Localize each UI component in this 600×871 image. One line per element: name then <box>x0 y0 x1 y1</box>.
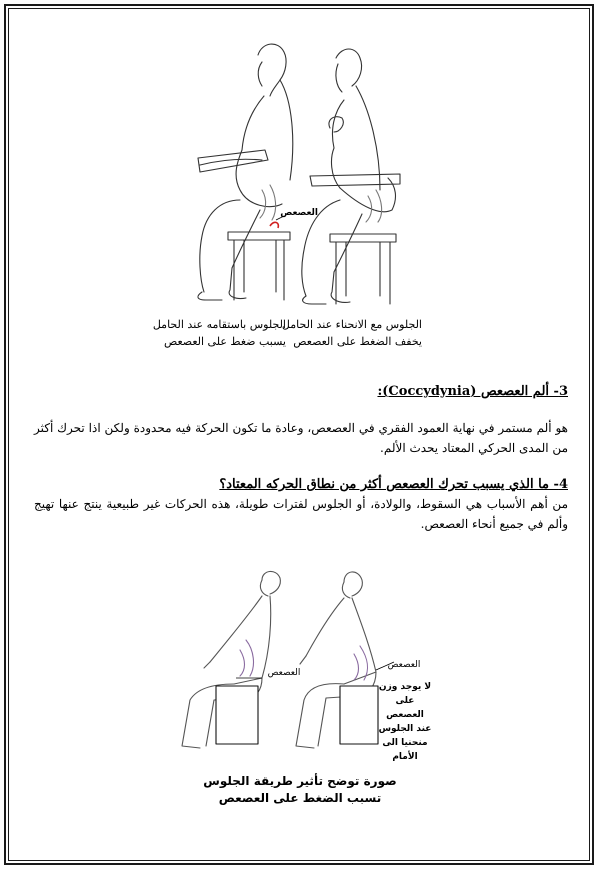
section-4-body: من أهم الأسباب هي السقوط، والولادة، أو الجلوس لفترات طويلة، هذه الحركات غير طبيعية ينتج عنها تهيج وألم في جميع أنحاء العصعص. <box>34 497 568 531</box>
section-4-heading: 4- ما الذي يسبب تحرك العصعص أكثر من نطاق الحركه المعتاد؟ <box>219 477 568 492</box>
coccyx-marker <box>270 222 278 228</box>
caption-leaning-line2: يخفف الضغط على العصعص <box>293 335 422 348</box>
pregnant-sitting-illustration <box>0 0 600 320</box>
note-line-6: الأمام <box>392 752 418 762</box>
no-weight-note <box>374 680 436 764</box>
caption-upright-line2: يسبب ضغط على العصعص <box>164 335 286 348</box>
coccyx-label-left: العصعص <box>267 668 301 678</box>
caption-upright <box>150 316 286 350</box>
bottom-caption-line2: تسبب الضغط على العصعص <box>218 791 382 805</box>
upright-figure <box>198 44 293 300</box>
bottom-figure-caption <box>180 773 420 807</box>
coccyx-label: العصعص <box>280 208 318 218</box>
section-3-heading: 3- ألم العصعص (Coccydynia): <box>377 384 568 399</box>
caption-leaning <box>274 316 422 350</box>
caption-upright-line1: الجلوس باستقامه عند الحامل <box>152 318 286 331</box>
section-3-body: هو ألم مستمر في نهاية العمود الفقري في العصعص، وعادة ما تكون الحركة فيه محدودة ولكن اذا تحرك أكثر من المدى الحركي المعتاد يحدث الألم. <box>34 421 568 455</box>
note-line-1: لا يوجد وزن <box>378 682 432 692</box>
sitting-posture-illustration <box>0 550 600 770</box>
note-line-5: منحنيا الى <box>382 738 428 748</box>
leaning-figure <box>302 49 400 304</box>
coccyx-label-right: العصعص <box>387 660 421 670</box>
bottom-caption-line1: صورة توضح تأثير طريقة الجلوس <box>203 774 397 788</box>
note-line-2: على <box>395 696 415 706</box>
note-line-3: العصعص <box>386 710 424 720</box>
note-line-4: عند الجلوس <box>378 724 432 734</box>
caption-leaning-line1: الجلوس مع الانحناء عند الحامل <box>281 318 422 331</box>
